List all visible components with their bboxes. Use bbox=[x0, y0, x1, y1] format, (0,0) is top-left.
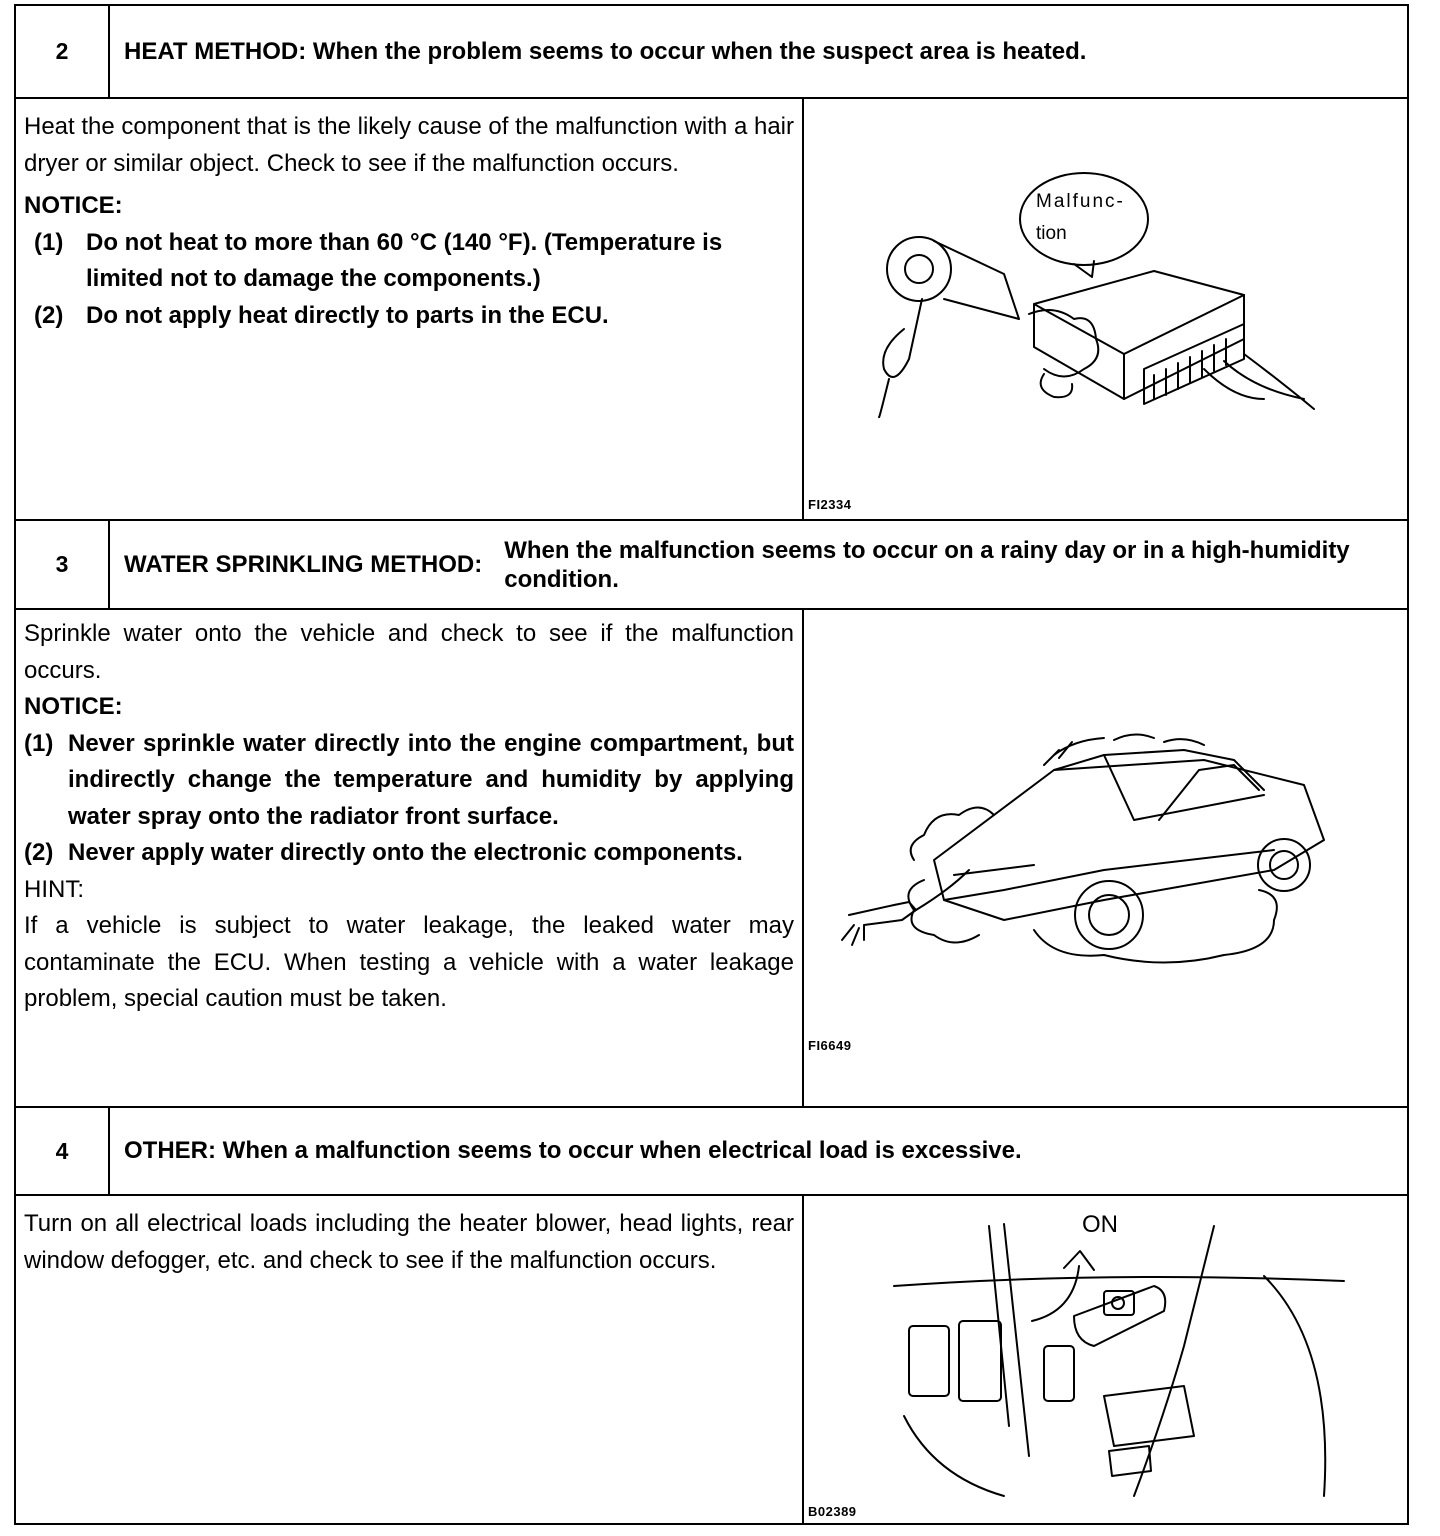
notice-number: (1) bbox=[34, 228, 64, 256]
notice-item bbox=[24, 225, 794, 298]
bubble-text-line1: Malfunc- bbox=[1036, 191, 1125, 212]
section-number: 4 bbox=[16, 1108, 110, 1194]
section-number: 3 bbox=[16, 521, 110, 608]
figure-id: FI2334 bbox=[808, 497, 852, 512]
section-2-header bbox=[16, 6, 1407, 99]
section-title: OTHER: When a malfunction seems to occur when electrical load is excessive. bbox=[124, 1137, 1022, 1164]
notice-item bbox=[24, 726, 794, 836]
figure-id: FI6649 bbox=[808, 1038, 852, 1053]
ecu-box-icon bbox=[1034, 271, 1244, 399]
hint-label: HINT: bbox=[24, 875, 84, 903]
headlight-switch-illustration bbox=[804, 1196, 1404, 1521]
section-title-rest: When the malfunction seems to occur on a rainy day or in a high-humidity condition. bbox=[504, 536, 1350, 593]
section-title bbox=[124, 521, 1397, 608]
notice-text: Never sprinkle water directly into the engine compartment, but indirectly change the temperature and humidity by applying water spray onto the radiator front surface. bbox=[68, 729, 794, 830]
hair-dryer-icon bbox=[887, 237, 951, 301]
section-number: 2 bbox=[16, 6, 110, 97]
section-4-header bbox=[16, 1108, 1407, 1196]
water-sprinkling-figure bbox=[804, 610, 1407, 1106]
car-icon bbox=[934, 760, 1324, 920]
car-water-spray-illustration bbox=[804, 610, 1404, 1080]
notice-number: (2) bbox=[24, 839, 54, 866]
section-title-lead: WATER SPRINKLING METHOD: bbox=[124, 550, 483, 578]
figure-id: B02389 bbox=[808, 1504, 857, 1519]
heat-method-figure bbox=[804, 99, 1407, 519]
hint-text: If a vehicle is subject to water leakage, the leaked water may contaminate the ECU. When testing a vehicle with a water leakage problem, special caution must be taken. bbox=[24, 912, 794, 1012]
notice-number: (1) bbox=[24, 729, 54, 757]
section-title: HEAT METHOD: When the problem seems to occur when the suspect area is heated. bbox=[124, 37, 1087, 65]
section-2-body bbox=[16, 99, 1407, 521]
section-3-text bbox=[16, 610, 804, 1106]
section-3-header bbox=[16, 521, 1407, 610]
notice-text: Do not heat to more than 60 °C (140 °F). (Temperature is limited not to damage the components.) bbox=[86, 228, 723, 292]
section-3-body bbox=[16, 610, 1407, 1108]
notice-label: NOTICE: bbox=[24, 693, 123, 720]
section-4-body bbox=[16, 1196, 1407, 1523]
notice-item bbox=[24, 835, 794, 872]
body-paragraph: Heat the component that is the likely cause of the malfunction with a hair dryer or similar object. Check to see if the malfunction occurs. bbox=[24, 113, 794, 177]
body-paragraph: Turn on all electrical loads including the heater blower, head lights, rear window defogger, etc. and check to see if the malfunction occurs. bbox=[24, 1210, 794, 1274]
notice-text: Do not apply heat directly to parts in the ECU. bbox=[86, 301, 609, 329]
section-2-text bbox=[16, 99, 804, 519]
hair-dryer-ecu-illustration bbox=[804, 99, 1404, 519]
bubble-text-line2: tion bbox=[1036, 223, 1067, 244]
rotate-arrow-icon bbox=[1032, 1266, 1079, 1321]
electrical-load-figure bbox=[804, 1196, 1407, 1523]
on-label: ON bbox=[1082, 1211, 1118, 1238]
spray-nozzle-icon bbox=[849, 902, 916, 925]
section-4-text bbox=[16, 1196, 804, 1523]
troubleshooting-table bbox=[14, 4, 1409, 1525]
notice-number: (2) bbox=[34, 301, 64, 329]
speech-bubble-icon bbox=[1020, 173, 1148, 265]
body-paragraph: Sprinkle water onto the vehicle and check to see if the malfunction occurs. bbox=[24, 620, 794, 684]
notice-label: NOTICE: bbox=[24, 192, 123, 219]
notice-item bbox=[24, 298, 794, 335]
notice-text: Never apply water directly onto the electronic components. bbox=[68, 839, 743, 866]
